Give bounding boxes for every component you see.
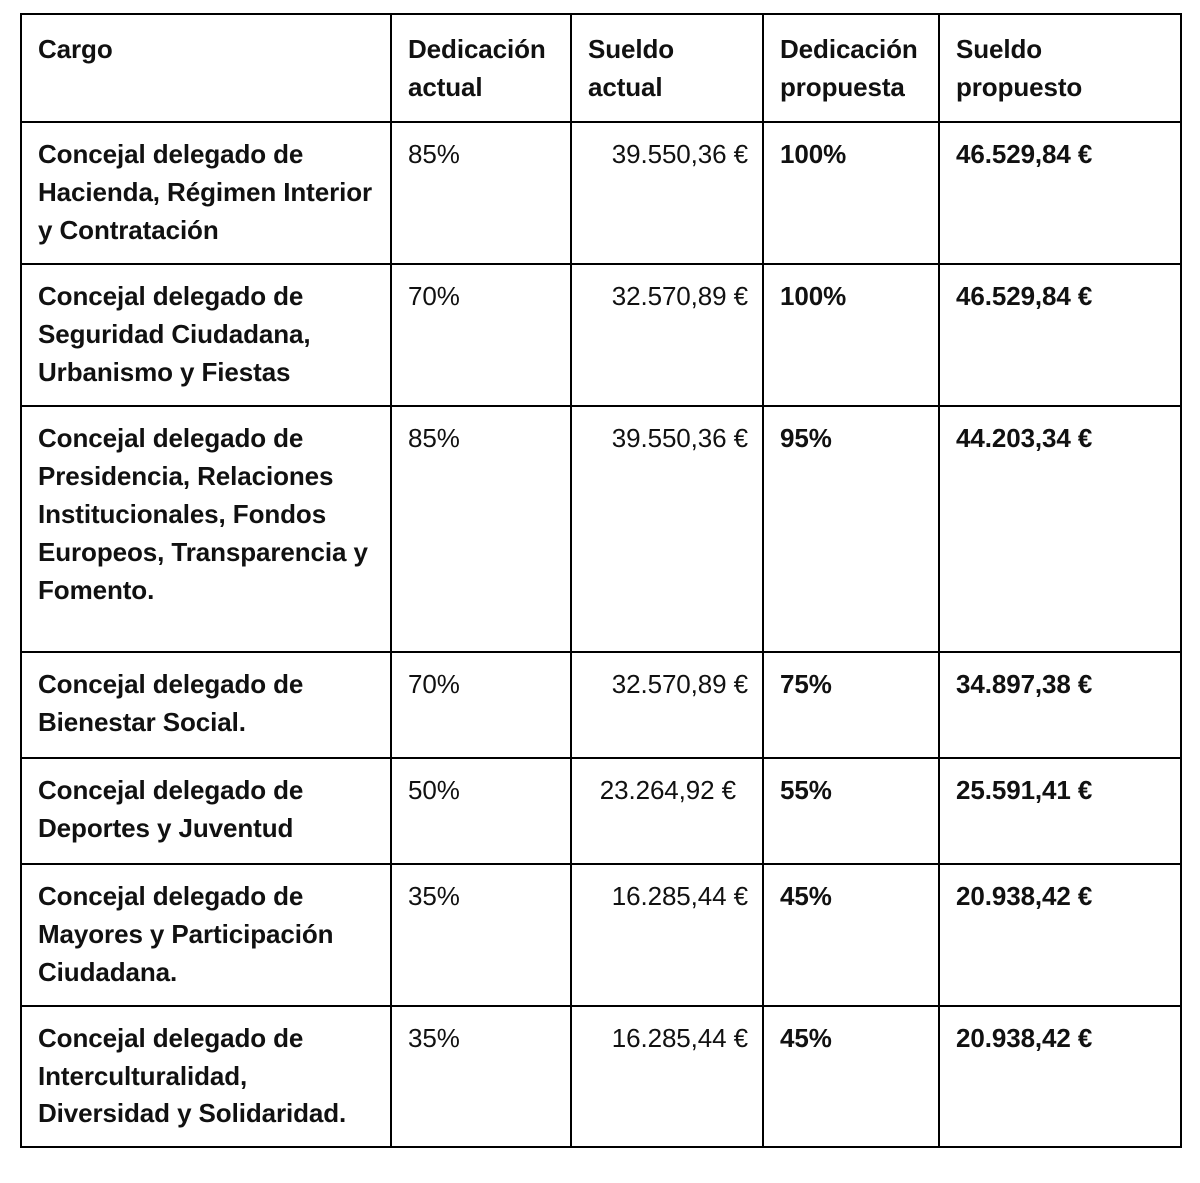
column-header-dedicacion-actual-line1: Dedicación [408,34,546,64]
cell-dedicacion-propuesta: 45% [763,1006,939,1148]
cell-sueldo-propuesto: 46.529,84 € [939,264,1181,406]
cell-dedicacion-actual: 85% [391,122,571,264]
cell-dedicacion-actual: 85% [391,406,571,652]
table-body [21,122,1181,1147]
cell-sueldo-actual: 23.264,92 € [571,758,763,864]
cell-sueldo-propuesto: 20.938,42 € [939,1006,1181,1148]
column-header-sueldo-propuesto [939,14,1181,122]
cell-dedicacion-propuesta: 95% [763,406,939,652]
table-header-row [21,14,1181,122]
column-header-sueldo-actual-line2: actual [588,71,663,102]
column-header-dedicacion-propuesta-line1: Dedicación [780,34,918,64]
column-header-dedicacion-propuesta-line2: propuesta [780,71,905,102]
cell-sueldo-propuesto: 20.938,42 € [939,864,1181,1006]
table-header [21,14,1181,122]
cell-dedicacion-propuesta: 45% [763,864,939,1006]
column-header-cargo [21,14,391,122]
cell-sueldo-actual: 16.285,44 € [571,1006,763,1148]
cell-sueldo-propuesto: 25.591,41 € [939,758,1181,864]
table-row [21,864,1181,1006]
cell-dedicacion-actual: 50% [391,758,571,864]
cell-cargo: Concejal delegado de Hacienda, Régimen Interior y Contratación [21,122,391,264]
cell-sueldo-propuesto: 46.529,84 € [939,122,1181,264]
cell-cargo: Concejal delegado de Interculturalidad, Diversidad y Solidaridad. [21,1006,391,1148]
column-header-sueldo-propuesto-line1: Sueldo [956,34,1043,64]
cell-sueldo-actual: 39.550,36 € [571,406,763,652]
cell-cargo: Concejal delegado de Mayores y Participación Ciudadana. [21,864,391,1006]
salary-comparison-table [20,13,1182,1148]
column-header-sueldo-propuesto-line2: propuesto [956,71,1083,102]
column-header-dedicacion-actual [391,14,571,122]
column-header-dedicacion-actual-line2: actual [408,71,483,102]
cell-dedicacion-propuesta: 100% [763,122,939,264]
table-row [21,758,1181,864]
cell-dedicacion-actual: 35% [391,864,571,1006]
column-header-dedicacion-propuesta [763,14,939,122]
cell-cargo: Concejal delegado de Bienestar Social. [21,652,391,758]
table-row [21,264,1181,406]
cell-dedicacion-actual: 35% [391,1006,571,1148]
cell-dedicacion-propuesta: 100% [763,264,939,406]
cell-sueldo-propuesto: 34.897,38 € [939,652,1181,758]
cell-sueldo-actual: 16.285,44 € [571,864,763,1006]
cell-cargo: Concejal delegado de Deportes y Juventud [21,758,391,864]
column-header-cargo-label: Cargo [38,34,113,64]
table-row [21,406,1181,652]
table-row [21,122,1181,264]
column-header-sueldo-actual-line1: Sueldo [588,34,675,64]
cell-sueldo-propuesto: 44.203,34 € [939,406,1181,652]
table-row [21,652,1181,758]
cell-dedicacion-propuesta: 75% [763,652,939,758]
cell-dedicacion-propuesta: 55% [763,758,939,864]
cell-sueldo-actual: 32.570,89 € [571,652,763,758]
cell-sueldo-actual: 32.570,89 € [571,264,763,406]
cell-dedicacion-actual: 70% [391,652,571,758]
cell-sueldo-actual: 39.550,36 € [571,122,763,264]
column-header-sueldo-actual [571,14,763,122]
cell-dedicacion-actual: 70% [391,264,571,406]
cell-cargo: Concejal delegado de Seguridad Ciudadana, Urbanismo y Fiestas [21,264,391,406]
table-row [21,1006,1181,1148]
cell-cargo: Concejal delegado de Presidencia, Relaciones Institucionales, Fondos Europeos, Transparencia y Fomento. [21,406,391,652]
